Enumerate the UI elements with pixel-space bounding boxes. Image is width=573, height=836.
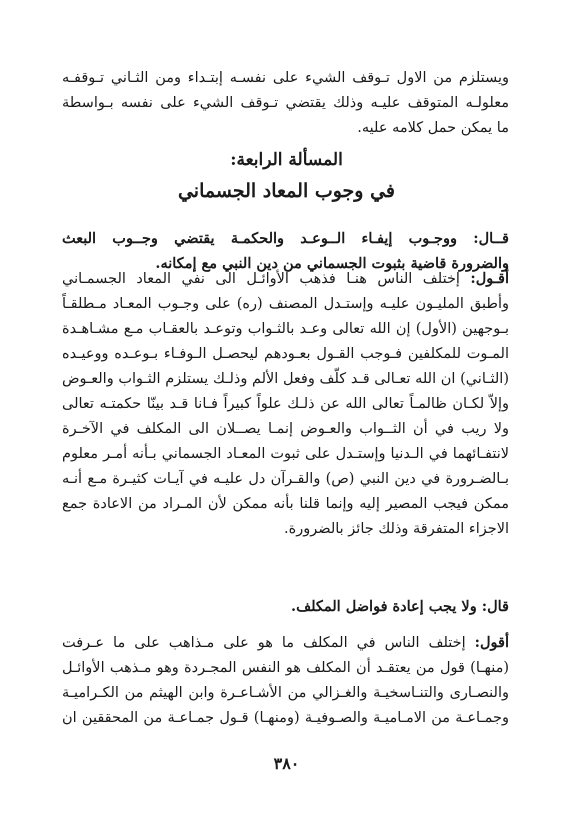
commentary-label: أقول: xyxy=(474,634,509,651)
commentary-label: أقـول: xyxy=(470,270,509,287)
statement-paragraph-2 xyxy=(62,594,509,619)
commentary-line: وإلاّ لكـان ظالمـاً تعالى الله عن ذلـك علواً كبيراً فـانا قـد بينّا حكمتـه تعالى xyxy=(62,396,509,412)
commentary-line: بـالضـرورة في دين النبي (ص) والقـرآن دل عليـه في آيـات كثيـرة مـع أنـه xyxy=(62,471,509,487)
page-number: ٣٨٠ xyxy=(273,754,300,773)
commentary-line: لانتفـائهما في الـدنيا وإستـدل على ثبوت المعـاد الجسماني بـأنه أمـر معلوم xyxy=(62,446,509,462)
commentary-line: ممكن فيجب المصير إليه وإنما قلنا بأنه ممكن لأن المـراد من الاعادة جمع xyxy=(62,496,509,512)
intro-line: ما يمكن حمل كلامه عليه. xyxy=(357,120,509,136)
commentary-line: ولا ريب في أن الثــواب والعـوض إنمـا يصــلان الى المكلف في الآخـرة xyxy=(62,421,509,437)
section-heading: المسألة الرابعة: xyxy=(230,150,343,170)
commentary-first-line xyxy=(62,266,509,291)
commentary-line: المـوت للمكلفين فـوجب القـول بعـودهم ليحصـل الـوفـاء بـوعـده ووعيـده xyxy=(62,346,509,362)
section-subheading: في وجوب المعاد الجسماني xyxy=(177,180,396,202)
commentary-line: وأطبق المليـون عليـه وإستـدل المصنف (ره) على وجـوب المعـاد مـطلقـاً xyxy=(62,296,509,312)
commentary-line: والنصـارى والتنـاسخيـة والغـزالي من الأشـاعـرة وابن الهيثم من الكـراميـة xyxy=(62,685,509,701)
commentary-line: الاجزاء المتفرقة وذلك جائز بالضرورة. xyxy=(284,521,509,537)
commentary-paragraph xyxy=(62,266,509,542)
statement-line: قال: ولا يجب إعادة فواضل المكلف. xyxy=(291,598,509,615)
commentary-first-line-text: إختلف الناس هنـا فذهب الأوائـل الى نفي المعاد الجسمـاني xyxy=(62,271,471,287)
statement-line: قــال: ووجـوب إيفـاء الــوعـد والحكمـة يقتضي وجــوب البعث xyxy=(62,230,509,247)
commentary-line: (منهـا) قول من يعتقـد أن المكلف هو النفس المجـردة وهو مـذهب الأوائـل xyxy=(62,660,509,676)
commentary-first-line xyxy=(62,630,509,655)
commentary-line: بـوجهين (الأول) إن الله تعالى وعـد بالثـواب وتوعـد بالعقـاب مـع مشـاهـدة xyxy=(62,321,509,337)
statement-line: والضرورة قاضية بثبوت الجسماني من دين النبي مع إمكانه. xyxy=(155,255,509,272)
commentary-line: وجمـاعـة من الامـاميـة والصـوفيـة (ومنهـا) قـول جمـاعـة من المحققين ان xyxy=(62,710,509,726)
intro-paragraph xyxy=(62,66,509,141)
intro-line: ويستلزم من الاول تـوقف الشيء على نفسـه إبتـداء ومن الثـاني تـوقفـه xyxy=(62,70,509,86)
commentary-first-line-text: إختلف الناس في المكلف ما هو على مـذاهب على ما عـرفت xyxy=(62,635,475,651)
intro-line: معلولـه المتوقف عليـه وذلك يقتضي تـوقف الشيء على نفسه بـواسطة xyxy=(62,95,509,111)
commentary-paragraph-2 xyxy=(62,630,509,730)
commentary-line: (الثـاني) ان الله تعـالى قـد كلّف وفعل الألم وذلـك يستلزم الثـواب والعـوض xyxy=(62,371,509,387)
